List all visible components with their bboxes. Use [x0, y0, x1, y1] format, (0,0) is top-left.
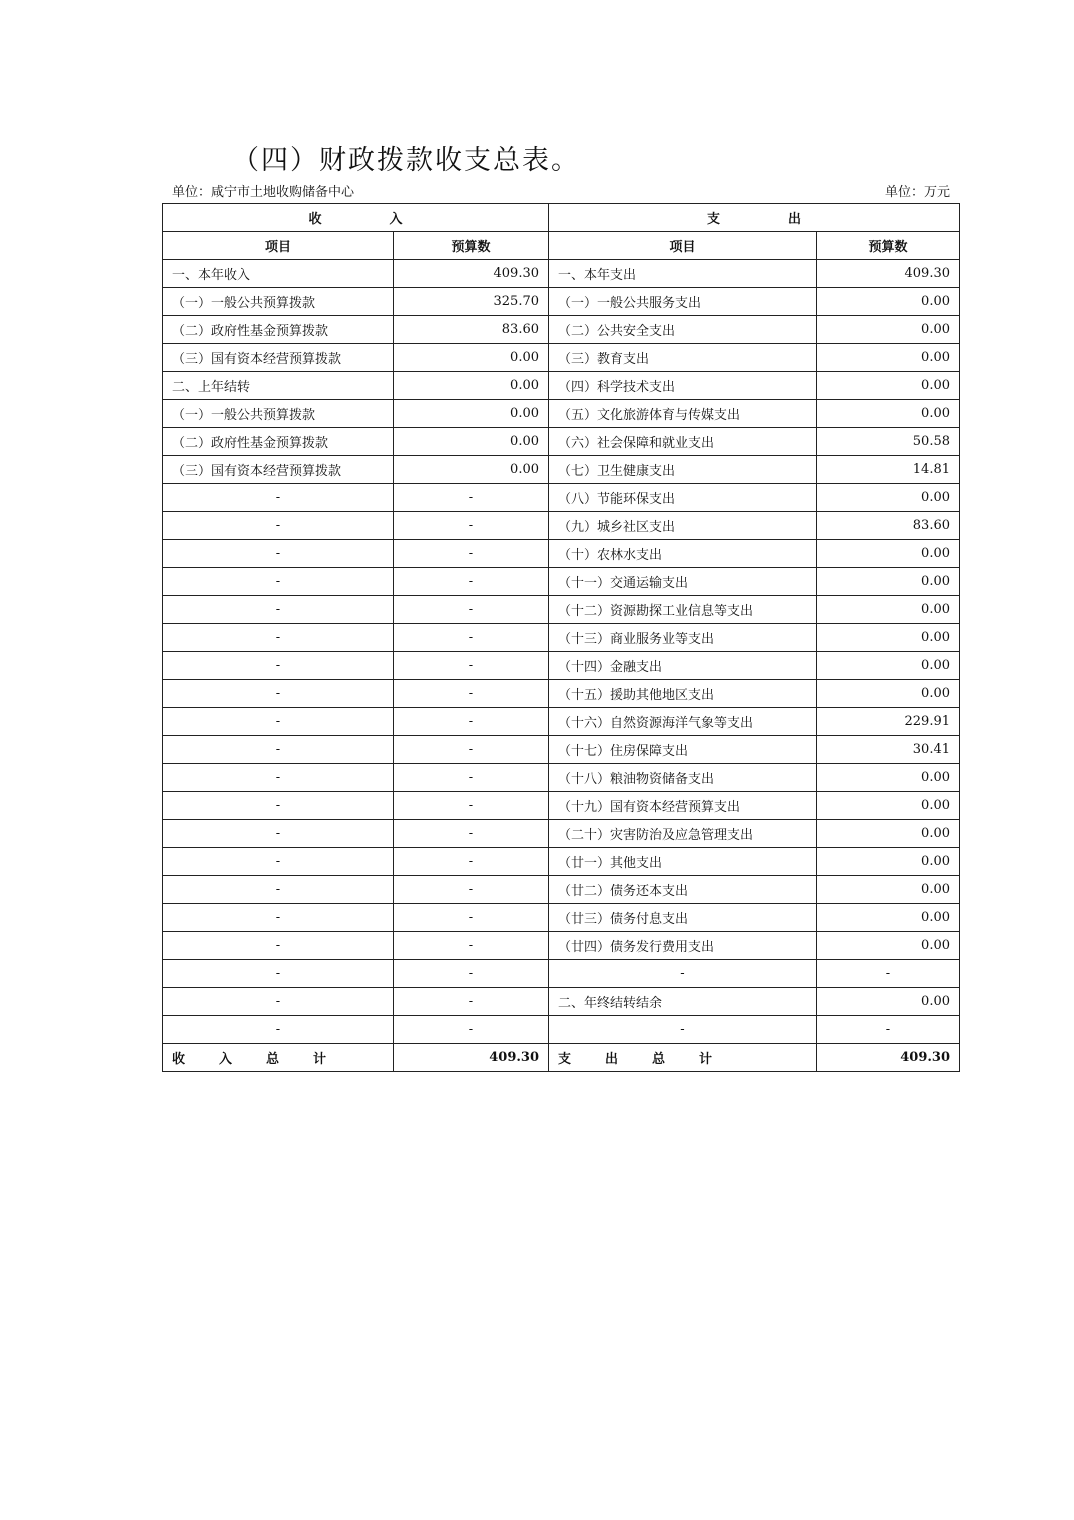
table-row: [163, 288, 960, 316]
income-item-cell: -: [163, 904, 394, 932]
income-item-cell: 一、本年收入: [163, 260, 394, 288]
table-row: [163, 372, 960, 400]
expense-item-cell: （三）教育支出: [549, 344, 817, 372]
table-row: [163, 876, 960, 904]
income-item-cell: -: [163, 568, 394, 596]
income-item-header: 项目: [163, 232, 394, 260]
expense-amount-header: 预算数: [817, 232, 960, 260]
income-amount-cell: -: [394, 904, 549, 932]
income-amount-cell: 325.70: [394, 288, 549, 316]
expense-amount-cell: 0.00: [817, 988, 960, 1016]
expense-item-cell: （十九）国有资本经营预算支出: [549, 792, 817, 820]
expense-item-cell: （廿三）债务付息支出: [549, 904, 817, 932]
expense-item-cell: （八）节能环保支出: [549, 484, 817, 512]
expense-item-cell: （四）科学技术支出: [549, 372, 817, 400]
income-amount-cell: -: [394, 624, 549, 652]
income-amount-cell: -: [394, 792, 549, 820]
income-item-cell: （三）国有资本经营预算拨款: [163, 344, 394, 372]
income-amount-header: 预算数: [394, 232, 549, 260]
expense-amount-cell: 0.00: [817, 680, 960, 708]
table-row: [163, 428, 960, 456]
expense-amount-cell: 0.00: [817, 848, 960, 876]
income-total-label: [163, 1044, 394, 1072]
expense-item-cell: （十六）自然资源海洋气象等支出: [549, 708, 817, 736]
table-row: [163, 540, 960, 568]
expense-amount-cell: 0.00: [817, 624, 960, 652]
income-header-char: 入: [389, 212, 403, 227]
expense-amount-cell: 30.41: [817, 736, 960, 764]
income-amount-cell: -: [394, 568, 549, 596]
total-label-char: 计: [699, 1052, 713, 1067]
expense-total-amount: 409.30: [817, 1044, 960, 1072]
expense-amount-cell: -: [817, 1016, 960, 1044]
expense-amount-cell: 229.91: [817, 708, 960, 736]
table-row: [163, 736, 960, 764]
page-title: （四）财政拨款收支总表。: [232, 145, 580, 176]
income-amount-cell: -: [394, 652, 549, 680]
table-row: [163, 316, 960, 344]
income-amount-cell: 0.00: [394, 400, 549, 428]
income-item-cell: -: [163, 484, 394, 512]
table-body: [163, 260, 960, 1044]
income-amount-cell: -: [394, 596, 549, 624]
table-row: [163, 512, 960, 540]
table-row: [163, 456, 960, 484]
table-row: [163, 792, 960, 820]
table-row: [163, 260, 960, 288]
totals-row: [163, 1044, 960, 1072]
income-item-cell: -: [163, 680, 394, 708]
income-item-cell: -: [163, 708, 394, 736]
expense-amount-cell: 14.81: [817, 456, 960, 484]
table-row: [163, 932, 960, 960]
table-row: [163, 484, 960, 512]
income-amount-cell: 409.30: [394, 260, 549, 288]
income-item-cell: -: [163, 820, 394, 848]
income-item-cell: -: [163, 512, 394, 540]
income-amount-cell: 0.00: [394, 372, 549, 400]
income-amount-cell: -: [394, 848, 549, 876]
income-item-cell: -: [163, 876, 394, 904]
expense-amount-cell: 50.58: [817, 428, 960, 456]
expense-amount-cell: -: [817, 960, 960, 988]
income-amount-cell: 0.00: [394, 344, 549, 372]
table-row: [163, 680, 960, 708]
income-item-cell: -: [163, 540, 394, 568]
income-amount-cell: -: [394, 708, 549, 736]
income-item-cell: （二）政府性基金预算拨款: [163, 428, 394, 456]
income-item-cell: -: [163, 652, 394, 680]
income-item-cell: -: [163, 988, 394, 1016]
expense-item-cell: （十七）住房保障支出: [549, 736, 817, 764]
expense-item-cell: （七）卫生健康支出: [549, 456, 817, 484]
expense-amount-cell: 83.60: [817, 512, 960, 540]
income-item-cell: -: [163, 1016, 394, 1044]
income-amount-cell: -: [394, 680, 549, 708]
income-item-cell: -: [163, 848, 394, 876]
income-item-cell: -: [163, 624, 394, 652]
income-amount-cell: -: [394, 1016, 549, 1044]
expense-item-cell: （廿四）债务发行费用支出: [549, 932, 817, 960]
expense-amount-cell: 0.00: [817, 372, 960, 400]
table-row: [163, 652, 960, 680]
total-label-char: 出: [605, 1052, 619, 1067]
total-label-char: 收: [172, 1052, 186, 1067]
expense-total-label: [549, 1044, 817, 1072]
expense-item-cell: （廿一）其他支出: [549, 848, 817, 876]
expense-item-cell: （十）农林水支出: [549, 540, 817, 568]
unit-organization: 单位：咸宁市土地收购储备中心: [172, 185, 355, 200]
table-row: [163, 568, 960, 596]
income-amount-cell: -: [394, 932, 549, 960]
income-item-cell: （二）政府性基金预算拨款: [163, 316, 394, 344]
expense-item-cell: （五）文化旅游体育与传媒支出: [549, 400, 817, 428]
income-item-cell: -: [163, 960, 394, 988]
expense-item-cell: （十五）援助其他地区支出: [549, 680, 817, 708]
expense-amount-cell: 0.00: [817, 288, 960, 316]
table-row: [163, 988, 960, 1016]
unit-currency: 单位：万元: [884, 185, 950, 200]
expense-amount-cell: 0.00: [817, 652, 960, 680]
income-amount-cell: 0.00: [394, 428, 549, 456]
expense-item-cell: （一）一般公共服务支出: [549, 288, 817, 316]
income-amount-cell: -: [394, 820, 549, 848]
table-row: [163, 1016, 960, 1044]
total-label-char: 入: [219, 1052, 233, 1067]
expense-item-cell: 二、年终结转结余: [549, 988, 817, 1016]
income-item-cell: （一）一般公共预算拨款: [163, 400, 394, 428]
expense-item-cell: （九）城乡社区支出: [549, 512, 817, 540]
income-header-char: 收: [308, 212, 322, 227]
expense-item-cell: （十一）交通运输支出: [549, 568, 817, 596]
expense-amount-cell: 0.00: [817, 596, 960, 624]
table-row: [163, 848, 960, 876]
column-header-row: [163, 232, 960, 260]
expense-header-char: 出: [788, 212, 802, 227]
expense-amount-cell: 0.00: [817, 540, 960, 568]
income-amount-cell: 83.60: [394, 316, 549, 344]
income-amount-cell: -: [394, 540, 549, 568]
total-label-char: 支: [558, 1052, 572, 1067]
expense-item-cell: （十三）商业服务业等支出: [549, 624, 817, 652]
table-row: [163, 904, 960, 932]
income-amount-cell: -: [394, 484, 549, 512]
expense-section-header: [549, 204, 960, 232]
expense-item-cell: （十八）粮油物资储备支出: [549, 764, 817, 792]
table-row: [163, 624, 960, 652]
income-item-cell: 二、上年结转: [163, 372, 394, 400]
income-item-cell: -: [163, 792, 394, 820]
expense-amount-cell: 0.00: [817, 400, 960, 428]
income-amount-cell: -: [394, 512, 549, 540]
section-header-row: [163, 204, 960, 232]
expense-item-cell: （十二）资源勘探工业信息等支出: [549, 596, 817, 624]
expense-item-cell: -: [549, 960, 817, 988]
expense-header-char: 支: [706, 212, 720, 227]
expense-amount-cell: 0.00: [817, 344, 960, 372]
expense-amount-cell: 0.00: [817, 876, 960, 904]
expense-amount-cell: 0.00: [817, 932, 960, 960]
table-row: [163, 596, 960, 624]
table-row: [163, 960, 960, 988]
budget-table: [162, 203, 960, 1072]
total-label-char: 计: [313, 1052, 327, 1067]
income-amount-cell: -: [394, 988, 549, 1016]
expense-item-cell: -: [549, 1016, 817, 1044]
table-row: [163, 820, 960, 848]
table-row: [163, 764, 960, 792]
income-item-cell: -: [163, 932, 394, 960]
table-row: [163, 400, 960, 428]
income-item-cell: -: [163, 596, 394, 624]
income-amount-cell: -: [394, 876, 549, 904]
expense-amount-cell: 409.30: [817, 260, 960, 288]
income-amount-cell: -: [394, 960, 549, 988]
income-amount-cell: -: [394, 736, 549, 764]
income-item-cell: （一）一般公共预算拨款: [163, 288, 394, 316]
income-amount-cell: -: [394, 764, 549, 792]
income-total-amount: 409.30: [394, 1044, 549, 1072]
table-row: [163, 344, 960, 372]
income-amount-cell: 0.00: [394, 456, 549, 484]
expense-amount-cell: 0.00: [817, 484, 960, 512]
expense-item-cell: （十四）金融支出: [549, 652, 817, 680]
table-row: [163, 708, 960, 736]
income-item-cell: -: [163, 764, 394, 792]
total-label-char: 总: [652, 1052, 666, 1067]
expense-amount-cell: 0.00: [817, 568, 960, 596]
expense-amount-cell: 0.00: [817, 316, 960, 344]
expense-item-cell: （六）社会保障和就业支出: [549, 428, 817, 456]
expense-item-cell: （廿二）债务还本支出: [549, 876, 817, 904]
income-item-cell: -: [163, 736, 394, 764]
total-label-char: 总: [266, 1052, 280, 1067]
expense-amount-cell: 0.00: [817, 904, 960, 932]
expense-item-cell: （二）公共安全支出: [549, 316, 817, 344]
expense-amount-cell: 0.00: [817, 792, 960, 820]
expense-amount-cell: 0.00: [817, 764, 960, 792]
expense-item-header: 项目: [549, 232, 817, 260]
income-section-header: [163, 204, 549, 232]
income-item-cell: （三）国有资本经营预算拨款: [163, 456, 394, 484]
expense-item-cell: 一、本年支出: [549, 260, 817, 288]
expense-item-cell: （二十）灾害防治及应急管理支出: [549, 820, 817, 848]
expense-amount-cell: 0.00: [817, 820, 960, 848]
